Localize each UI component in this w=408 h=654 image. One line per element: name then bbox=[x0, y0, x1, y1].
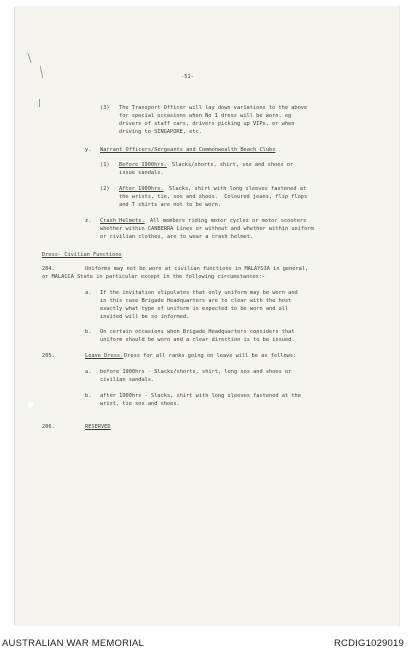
para-y2-label: After 1900hrs. bbox=[119, 186, 164, 192]
punch-hole bbox=[26, 400, 35, 409]
para-y2-line: and T shirts are not to be worn. bbox=[119, 202, 222, 208]
para-205b-line: after 1900hrs - Slacks, shirt with long sleeves fastened at the bbox=[100, 393, 301, 399]
para-z-letter: z. bbox=[85, 218, 92, 224]
para-3-line: driving to SINGAPORE, etc. bbox=[119, 129, 202, 135]
para-205-text: Dress for all ranks going on leave will be as follows: bbox=[124, 353, 297, 359]
para-204-number: 204. bbox=[42, 266, 55, 272]
para-y2-line: the wrists, tie, sox and shoes. Coloured jeans, flip flops bbox=[119, 194, 308, 200]
para-205a-letter: a. bbox=[85, 369, 92, 375]
para-204b-line: uniform should be worn and a clear direction is to be issued. bbox=[100, 337, 295, 343]
para-205b-line: wrist, tie sox and shoes. bbox=[100, 401, 180, 407]
para-y1-line: Slacks/shorts, shirt, sox and shoes or bbox=[172, 162, 294, 168]
para-y2-line: Slacks, shirt with long sleeves fastened at bbox=[169, 186, 307, 192]
footer-reference: RCDIG1029019 bbox=[334, 638, 404, 649]
section-heading: Dress- Civilian Functions bbox=[42, 252, 122, 258]
para-205a-line: civilian sandals. bbox=[100, 377, 155, 383]
para-206-text: RESERVED bbox=[85, 424, 111, 430]
para-205a-line: before 1900hrs - Slacks/shorts, shirt, long sox and shoes or bbox=[100, 369, 292, 375]
para-204a-letter: a. bbox=[85, 290, 92, 296]
scribble-mark bbox=[40, 66, 43, 78]
scribble-mark bbox=[27, 53, 31, 63]
page-number: -51- bbox=[181, 74, 194, 80]
para-204-line: or MALACCA State in particular except in the following circumstances:- bbox=[42, 274, 266, 280]
para-204a-line: exactly what type of uniform is expected to be worn and all bbox=[100, 306, 289, 312]
para-3-number: (3) bbox=[100, 105, 110, 111]
scribble-mark bbox=[39, 99, 40, 107]
para-204a-line: invited will be so informed. bbox=[100, 314, 190, 320]
para-204b-line: On certain occasions when Brigade Headquarters considers that bbox=[100, 329, 295, 335]
para-y2-number: (2) bbox=[100, 186, 110, 192]
para-204a-line: If the invitation stipulates that only uniform may be worn and bbox=[100, 290, 298, 296]
footer-source: AUSTRALIAN WAR MEMORIAL bbox=[2, 638, 145, 649]
para-y-letter: y. bbox=[85, 147, 92, 153]
para-z-line: or civilian clothes, are to wear a crash helmet. bbox=[100, 234, 254, 240]
para-3-line: for special occasions when No 1 dress will be worn. eg bbox=[119, 113, 292, 119]
para-y1-line: issue sandals. bbox=[119, 170, 164, 176]
para-204a-line: in this case Brigade Headquarters are to clear with the host bbox=[100, 298, 292, 304]
para-206-number: 206. bbox=[42, 424, 55, 430]
para-z-label: Crash Helmets. bbox=[100, 218, 145, 224]
para-y1-label: Before 1900hrs. bbox=[119, 162, 167, 168]
para-205b-letter: b. bbox=[85, 393, 92, 399]
document-page bbox=[14, 6, 400, 626]
para-3-line: The Transport Officer will lay down variations to the above bbox=[119, 105, 308, 111]
para-204-line: Uniforms may not be worn at civilian functions in MALAYSIA in general, bbox=[85, 266, 309, 272]
para-205-label: Leave Dress. bbox=[85, 353, 124, 359]
para-y1-number: (1) bbox=[100, 162, 110, 168]
para-3-line: drivers of staff cars, drivers picking up VIPs, or when bbox=[119, 121, 295, 127]
para-z-line: All members riding motor cycles or motor scooters bbox=[150, 218, 307, 224]
para-y-heading: Warrant Officers/Sergeants and Commonwealth Beach Clubs bbox=[100, 147, 276, 153]
para-204b-letter: b. bbox=[85, 329, 92, 335]
para-205-number: 205. bbox=[42, 353, 55, 359]
archive-footer bbox=[0, 626, 408, 654]
para-z-line: whether within CANBERRA Lines or without and whether within uniform bbox=[100, 226, 314, 232]
